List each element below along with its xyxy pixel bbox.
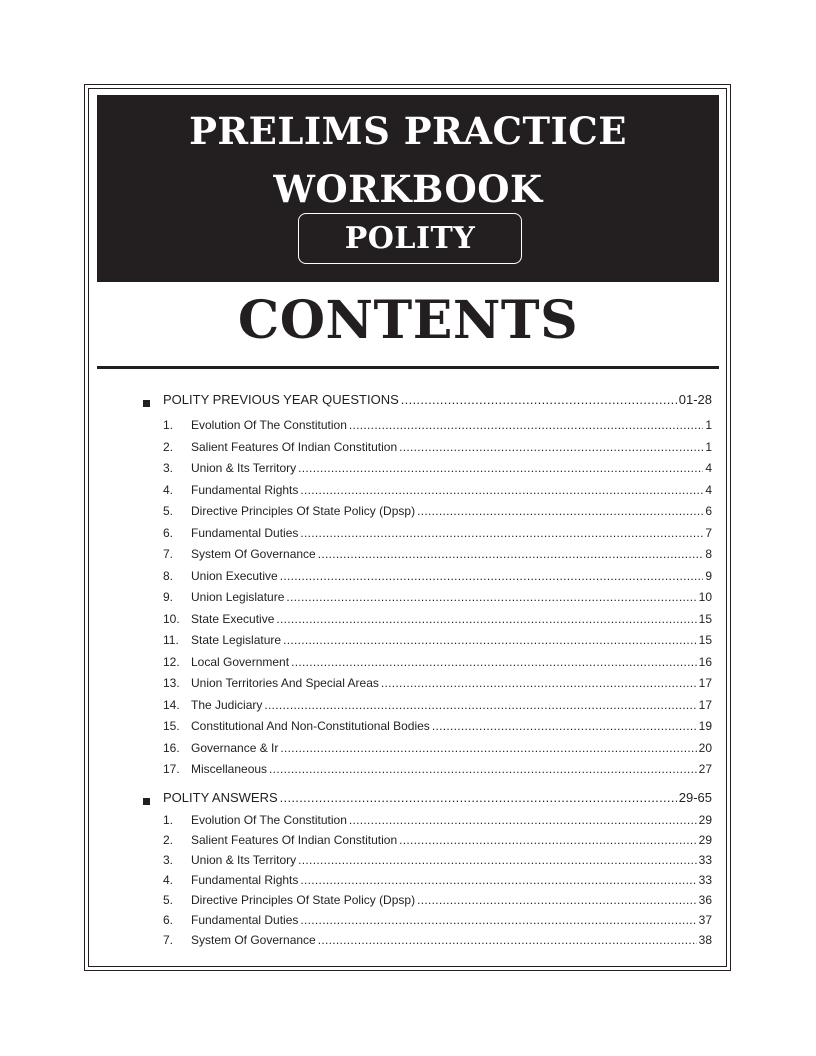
toc-item-page: 10 <box>698 590 712 604</box>
toc-item-title: Directive Principles Of State Policy (Dpsp) <box>191 504 416 518</box>
toc-item-page: 17 <box>698 697 712 712</box>
toc-item-title: Constitutional And Non-Constitutional Bodies <box>191 719 430 733</box>
toc-section-pages: 01-28 <box>678 392 712 407</box>
toc-item-number: 5. <box>163 504 174 518</box>
toc-leader-dots <box>286 590 696 604</box>
title-banner <box>97 95 719 282</box>
toc-item[interactable] <box>191 655 712 669</box>
toc-item-page: 29 <box>698 813 712 827</box>
toc-item[interactable] <box>191 741 712 755</box>
toc-item-title: Salient Features Of Indian Constitution <box>191 833 398 847</box>
toc-leader-dots <box>381 676 697 690</box>
toc-item-number: 5. <box>163 893 174 907</box>
toc-item-title: Fundamental Duties <box>191 525 299 540</box>
toc-leader-dots <box>283 633 697 647</box>
toc-item-page: 27 <box>698 762 712 776</box>
toc-section[interactable] <box>163 392 712 407</box>
book-title-line-1: PRELIMS PRACTICE <box>189 109 627 153</box>
toc-item[interactable] <box>191 612 712 626</box>
toc-leader-dots <box>417 504 703 518</box>
toc-item[interactable] <box>191 933 712 947</box>
toc-leader-dots <box>280 741 696 755</box>
toc-item-title: Governance & Ir <box>191 740 279 755</box>
toc-item-page: 8 <box>705 547 712 561</box>
toc-item-page: 37 <box>698 913 712 927</box>
toc-item-page: 15 <box>698 611 712 626</box>
toc-item-title: Fundamental Duties <box>191 913 299 927</box>
toc-leader-dots <box>298 461 703 475</box>
toc-item-title: Directive Principles Of State Policy (Dpsp) <box>191 893 416 907</box>
toc-leader-dots <box>300 526 703 540</box>
toc-leader-dots <box>399 440 703 454</box>
toc-item-page: 16 <box>698 654 712 669</box>
toc-leader-dots <box>269 762 697 776</box>
toc-item-page: 33 <box>698 853 712 867</box>
toc-item-title: The Judiciary <box>191 697 263 712</box>
toc-item-number: 2. <box>163 833 174 847</box>
toc-item-number: 7. <box>163 933 174 947</box>
toc-leader-dots <box>280 569 704 583</box>
toc-item-number: 16. <box>163 740 180 755</box>
toc-item-number: 1. <box>163 813 174 827</box>
toc-item[interactable] <box>191 633 712 647</box>
toc-item-title: Miscellaneous <box>191 762 268 776</box>
toc-section-title: POLITY PREVIOUS YEAR QUESTIONS <box>163 392 399 407</box>
toc-item-page: 4 <box>705 482 712 497</box>
toc-item-page: 36 <box>698 893 712 907</box>
toc-item-page: 15 <box>698 633 712 647</box>
toc-item-title: Local Government <box>191 654 290 669</box>
toc-item-title: Union Territories And Special Areas <box>191 676 379 690</box>
toc-item-title: Salient Features Of Indian Constitution <box>191 439 398 454</box>
toc-item[interactable] <box>191 440 712 454</box>
toc-item[interactable] <box>191 813 712 827</box>
toc-leader-dots <box>300 873 696 887</box>
toc-item[interactable] <box>191 569 712 583</box>
toc-item[interactable] <box>191 526 712 540</box>
toc-item-title: State Executive <box>191 611 275 626</box>
toc-item-page: 1 <box>705 439 712 454</box>
toc-item[interactable] <box>191 418 712 432</box>
toc-item-number: 2. <box>163 439 174 454</box>
toc-item-title: Union & Its Territory <box>191 853 297 867</box>
toc-item-number: 1. <box>163 418 174 432</box>
toc-leader-dots <box>300 913 696 927</box>
toc-item-title: Fundamental Rights <box>191 482 299 497</box>
toc-item[interactable] <box>191 893 712 907</box>
toc-item-number: 9. <box>163 590 174 604</box>
toc-item-page: 33 <box>698 873 712 887</box>
toc-item-title: Evolution Of The Constitution <box>191 813 347 827</box>
toc-item-number: 6. <box>163 913 174 927</box>
toc-leader-dots <box>432 719 697 733</box>
toc-item-title: Fundamental Rights <box>191 873 299 887</box>
toc-item[interactable] <box>191 833 712 847</box>
toc-item[interactable] <box>191 461 712 475</box>
subject-badge: POLITY <box>298 213 522 264</box>
toc-item[interactable] <box>191 913 712 927</box>
toc-item[interactable] <box>191 762 712 776</box>
toc-item-number: 11. <box>163 633 179 647</box>
toc-item-number: 15. <box>163 719 180 733</box>
toc-item-page: 29 <box>698 833 712 847</box>
toc-item[interactable] <box>191 873 712 887</box>
toc-item-number: 17. <box>163 762 180 776</box>
toc-item-title: Union Legislature <box>191 590 285 604</box>
toc-leader-dots <box>264 698 696 712</box>
toc-item[interactable] <box>191 483 712 497</box>
toc-item-number: 12. <box>163 654 180 669</box>
toc-item-page: 1 <box>705 418 712 432</box>
toc-item-number: 4. <box>163 873 174 887</box>
toc-item[interactable] <box>191 719 712 733</box>
heading-divider <box>97 366 719 369</box>
toc-item-page: 7 <box>705 525 712 540</box>
toc-item-title: Union & Its Territory <box>191 461 297 475</box>
toc-item-title: System Of Governance <box>191 547 316 561</box>
toc-item-page: 38 <box>698 933 712 947</box>
toc-item-number: 14. <box>163 697 180 712</box>
toc-item-number: 13. <box>163 676 180 690</box>
toc-item-number: 8. <box>163 568 174 583</box>
toc-leader-dots <box>291 655 697 669</box>
toc-section-title: POLITY ANSWERS <box>163 790 278 805</box>
toc-item-title: Evolution Of The Constitution <box>191 418 347 432</box>
toc-leader-dots <box>417 893 697 907</box>
toc-item-title: State Legislature <box>191 633 282 647</box>
toc-leader-dots <box>399 833 697 847</box>
toc-section[interactable] <box>163 790 712 805</box>
toc-leader-dots <box>280 790 677 805</box>
toc-item[interactable] <box>191 698 712 712</box>
toc-item-number: 3. <box>163 461 174 475</box>
toc-leader-dots <box>318 547 704 561</box>
book-title-line-2: WORKBOOK <box>273 167 543 211</box>
toc-item[interactable] <box>191 590 712 604</box>
toc-item-page: 19 <box>698 719 712 733</box>
toc-leader-dots <box>318 933 697 947</box>
section-bullet-icon <box>143 798 150 805</box>
toc-leader-dots <box>300 483 703 497</box>
toc-item[interactable] <box>191 853 712 867</box>
toc-item-number: 10. <box>163 611 180 626</box>
toc-item-number: 7. <box>163 547 174 561</box>
toc-item-number: 3. <box>163 853 174 867</box>
toc-item-page: 20 <box>698 740 712 755</box>
toc-leader-dots <box>276 612 696 626</box>
toc-item[interactable] <box>191 547 712 561</box>
toc-item-title: Union Executive <box>191 568 278 583</box>
toc-leader-dots <box>349 418 703 432</box>
toc-item-page: 6 <box>705 504 712 518</box>
toc-item-page: 9 <box>705 568 712 583</box>
toc-item[interactable] <box>191 504 712 518</box>
toc-section-pages: 29-65 <box>678 790 712 805</box>
toc-item[interactable] <box>191 676 712 690</box>
toc-item-title: System Of Governance <box>191 933 316 947</box>
toc-item-number: 6. <box>163 525 174 540</box>
toc-item-page: 4 <box>705 461 712 475</box>
toc-item-page: 17 <box>698 676 712 690</box>
contents-heading: CONTENTS <box>237 290 579 351</box>
toc-item-number: 4. <box>163 482 174 497</box>
toc-leader-dots <box>349 813 697 827</box>
toc-leader-dots <box>401 392 677 407</box>
section-bullet-icon <box>143 400 150 407</box>
toc-leader-dots <box>298 853 696 867</box>
